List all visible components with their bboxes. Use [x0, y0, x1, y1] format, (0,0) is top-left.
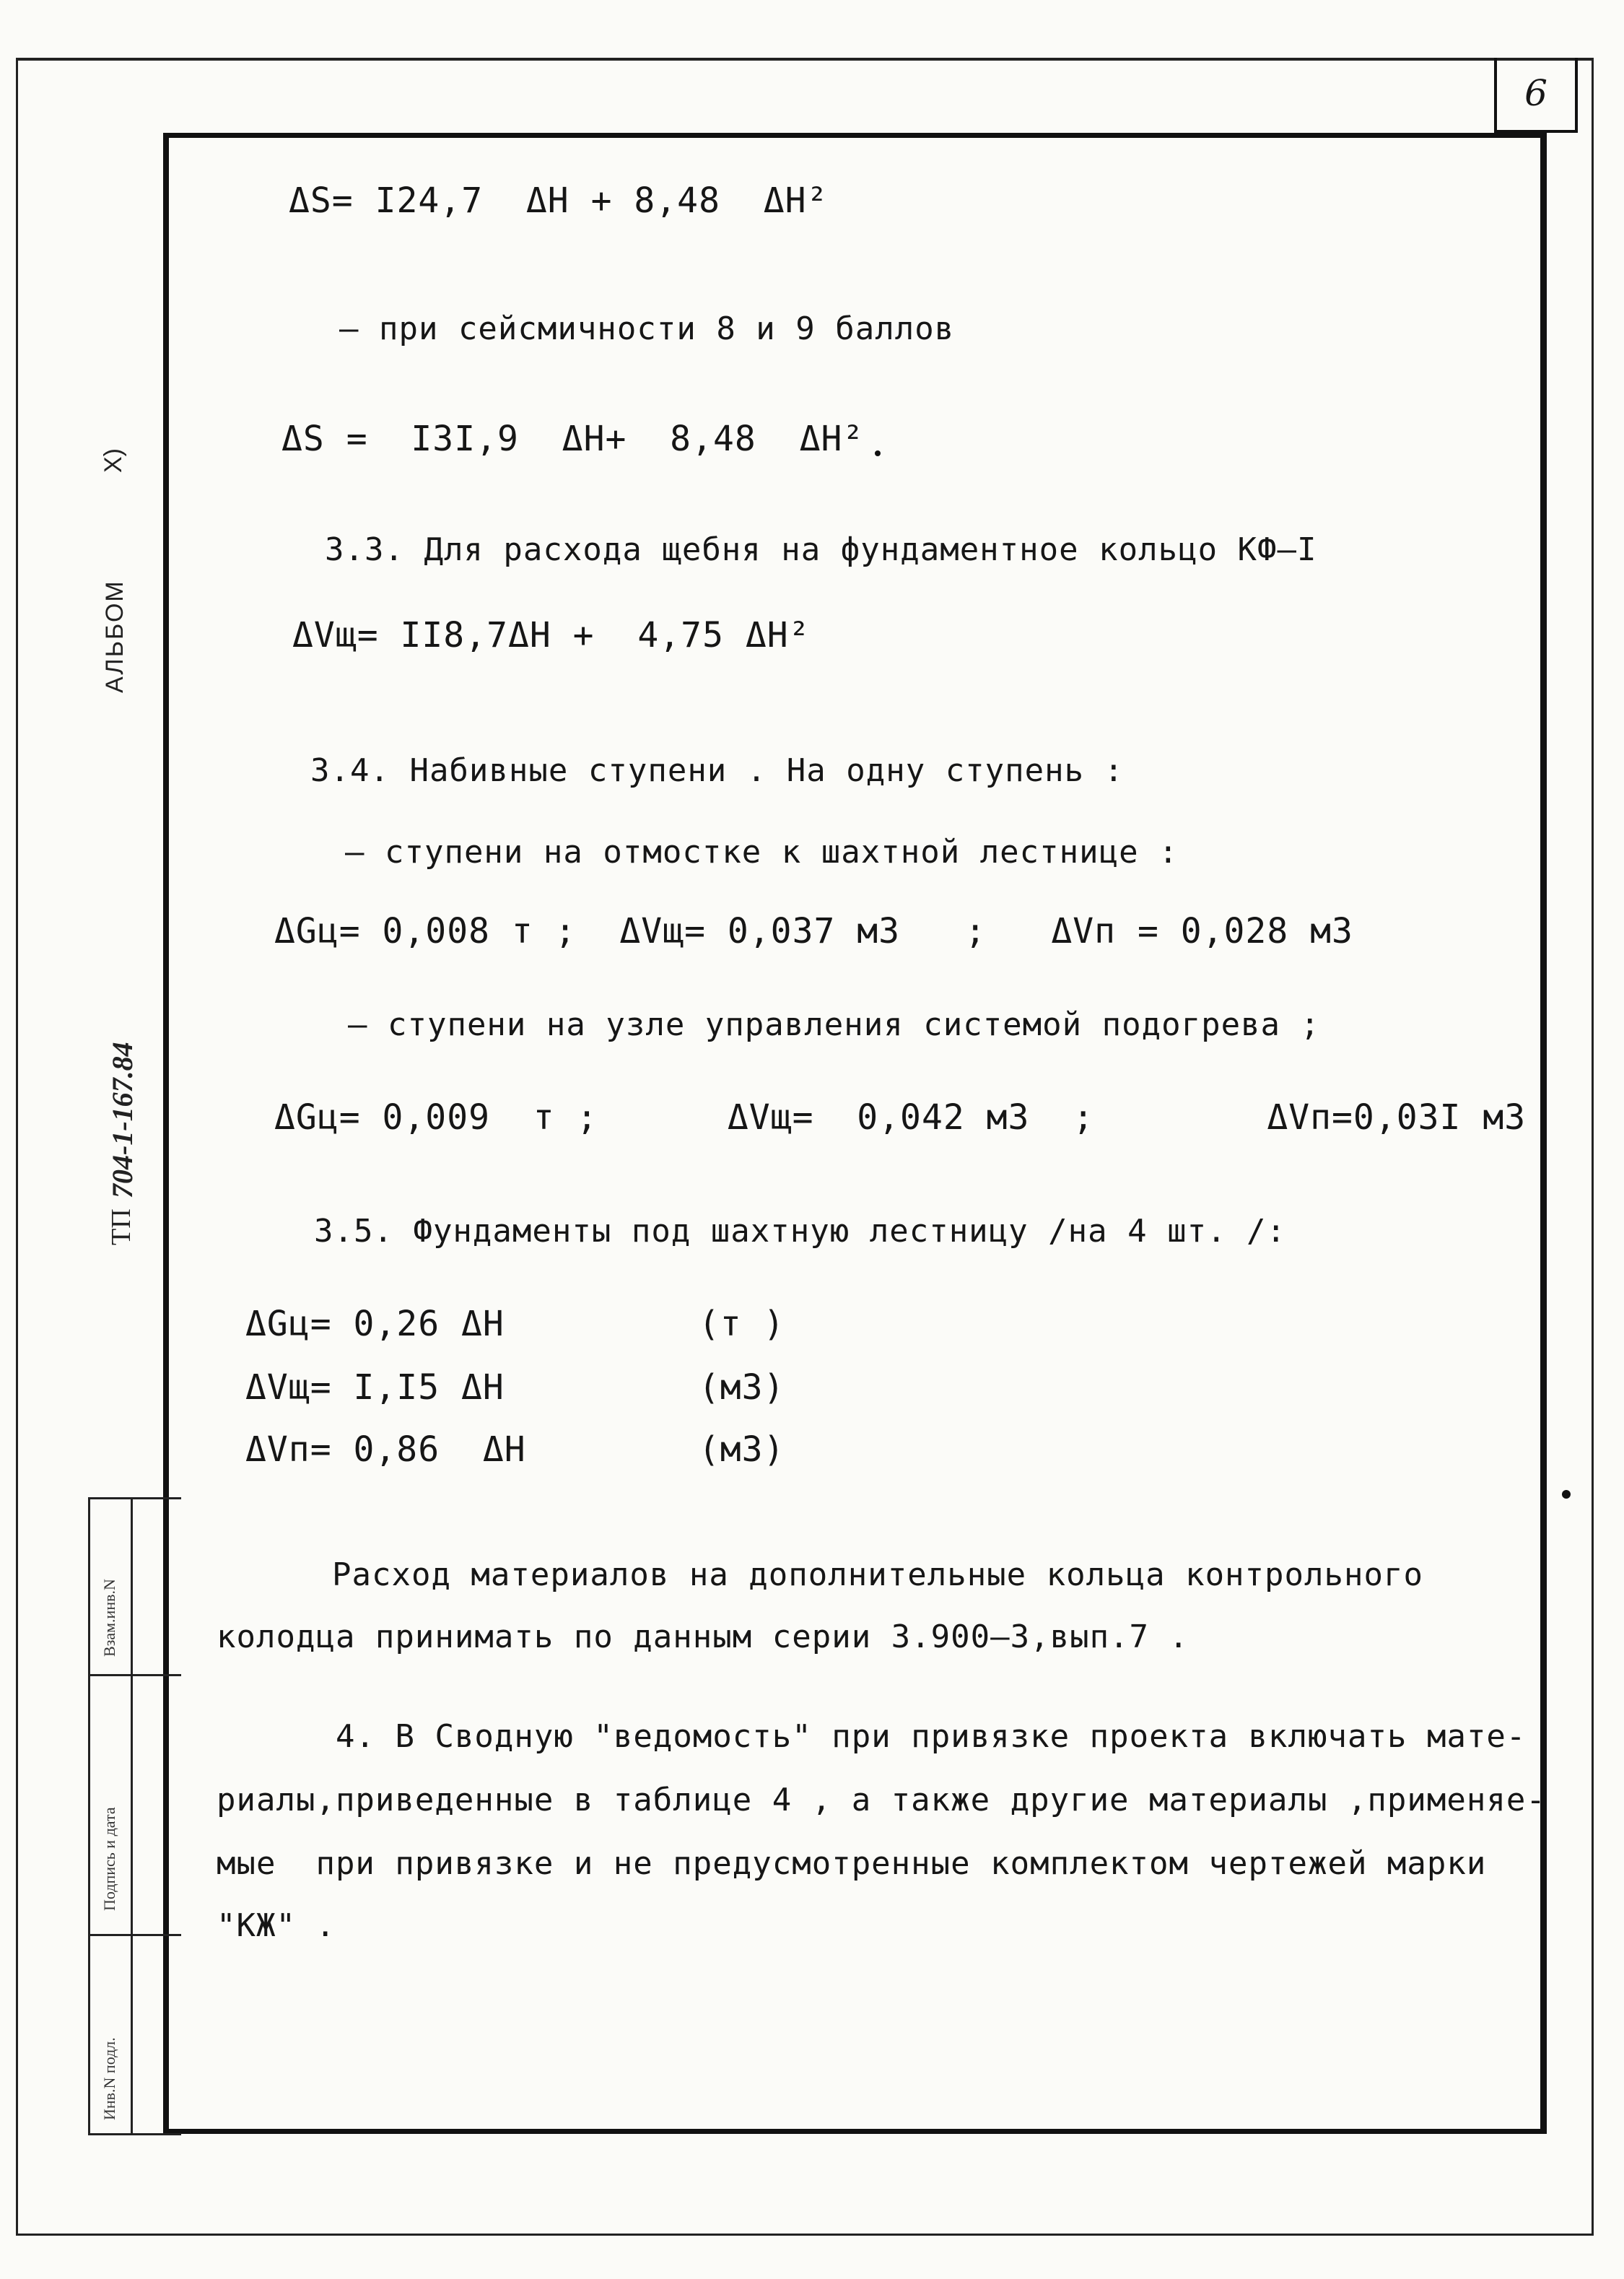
- section-3-3: 3.3. Для расхода щебня на фундаментное кольцо КФ–I: [325, 531, 1317, 568]
- stamp-field-replace: Взам.инв.N: [100, 1579, 118, 1657]
- seismic-note: – при сейсмичности 8 и 9 баллов: [339, 310, 955, 347]
- steps-blind-area: – ступени на отмостке к шахтной лестнице :: [345, 834, 1179, 871]
- sheet-number: 6: [1524, 72, 1547, 114]
- album-suffix: X): [100, 448, 127, 473]
- steps-heating-node: – ступени на узле управления системой подогрева ;: [348, 1006, 1321, 1043]
- tp-number: 704-1-167.84: [106, 1042, 139, 1198]
- scan-speck: [1562, 1490, 1571, 1499]
- formula-foundation-g: ΔGц= 0,26 ΔH (т ): [245, 1304, 785, 1344]
- stamp-field-signature: Подпись и дата: [100, 1807, 118, 1911]
- approval-stamp: [88, 1497, 181, 2135]
- paragraph-4-line-1: 4. В Сводную "ведомость" при привязке проекта включать мате-: [336, 1718, 1527, 1755]
- paragraph-rings-2: колодца принимать по данным серии 3.900–3,вып.7 .: [217, 1618, 1189, 1655]
- album-label: АЛЬБОМ: [101, 580, 128, 693]
- formula-steps-heating-node: ΔGц= 0,009 т ; ΔVщ= 0,042 м3 ; ΔVп=0,03I м3: [274, 1097, 1527, 1138]
- stamp-field-inventory: Инв.N подл.: [100, 2037, 118, 2120]
- paragraph-4-line-2: риалы,приведенные в таблице 4 , а также другие материалы ,применяе-: [217, 1782, 1546, 1818]
- formula-ds-8-9: ΔS = I3I,9 ΔH+ 8,48 ΔH²: [281, 419, 865, 459]
- paragraph-rings-1: Расход материалов на дополнительные кольца контрольного: [332, 1556, 1423, 1593]
- formula-ds-7: ΔS= I24,7 ΔH + 8,48 ΔH²: [289, 180, 829, 221]
- section-3-5: 3.5. Фундаменты под шахтную лестницу /на 4 шт. /:: [314, 1213, 1287, 1250]
- section-3-4: 3.4. Набивные ступени . На одну ступень :: [310, 752, 1125, 789]
- sheet-number-box: [1494, 58, 1578, 133]
- formula-foundation-vp: ΔVп= 0,86 ΔH (м3): [245, 1429, 785, 1470]
- scan-speck: [875, 450, 881, 456]
- formula-foundation-vsch: ΔVщ= I,I5 ΔH (м3): [245, 1367, 785, 1408]
- paragraph-4-line-3: мые при привязке и не предусмотренные комплектом чертежей марки: [217, 1845, 1487, 1882]
- formula-steps-blind-area: ΔGц= 0,008 т ; ΔVщ= 0,037 м3 ; ΔVп = 0,028 м3: [274, 911, 1353, 951]
- formula-dv-crushed-stone: ΔVщ= II8,7ΔH + 4,75 ΔH²: [292, 615, 811, 655]
- paragraph-4-line-4: "КЖ" .: [217, 1907, 336, 1944]
- tp-label: ТП: [106, 1208, 136, 1245]
